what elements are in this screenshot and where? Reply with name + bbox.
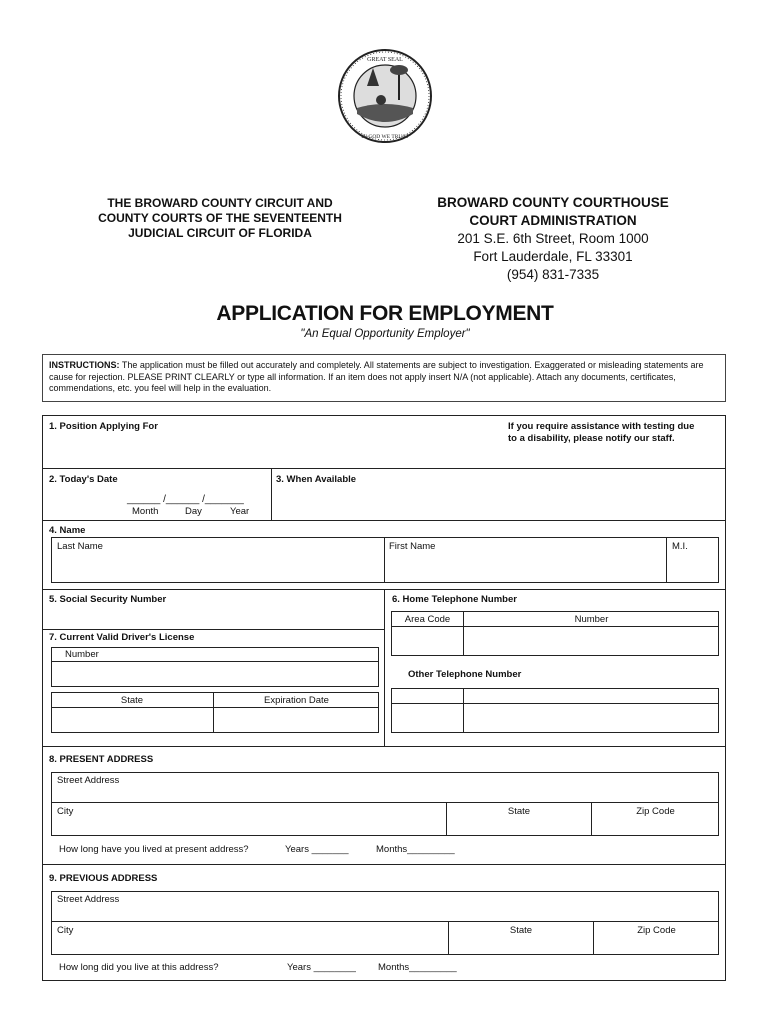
when-available-label: 3. When Available	[276, 474, 357, 485]
home-area-code-field[interactable]	[393, 628, 461, 654]
court-name-line1: THE BROWARD COUNTY CIRCUIT AND	[107, 196, 333, 210]
date-year-label: Year	[230, 506, 250, 517]
last-name-label: Last Name	[57, 541, 103, 552]
license-number-label: Number	[65, 649, 99, 660]
court-name	[60, 196, 380, 241]
license-state-field[interactable]	[53, 709, 211, 731]
previous-street-label: Street Address	[57, 894, 120, 905]
previous-years-field[interactable]: Years ________	[287, 962, 356, 973]
license-number-field[interactable]	[53, 663, 377, 685]
home-phone-label: 6. Home Telephone Number	[392, 594, 517, 605]
drivers-license-label: 7. Current Valid Driver's License	[49, 632, 195, 643]
disability-note-line2: to a disability, please notify our staff.	[508, 433, 675, 444]
svg-text:GREAT SEAL: GREAT SEAL	[367, 57, 403, 63]
name-label: 4. Name	[49, 525, 86, 536]
previous-how-long-label: How long did you live at this address?	[59, 962, 219, 973]
present-zip-field[interactable]	[593, 818, 717, 834]
first-name-label: First Name	[389, 541, 436, 552]
court-name-line2: COUNTY COURTS OF THE SEVENTEENTH	[98, 211, 342, 225]
courthouse-name: BROWARD COUNTY COURTHOUSE	[437, 195, 669, 210]
ssn-label: 5. Social Security Number	[49, 594, 167, 605]
first-name-field[interactable]	[387, 554, 663, 581]
previous-city-label: City	[57, 925, 74, 936]
previous-street-field[interactable]	[53, 905, 717, 919]
page-title: APPLICATION FOR EMPLOYMENT	[216, 302, 554, 325]
date-month-label: Month	[132, 506, 159, 517]
court-administration: COURT ADMINISTRATION	[469, 213, 637, 228]
previous-address-label: 9. PREVIOUS ADDRESS	[49, 873, 158, 884]
previous-city-field[interactable]	[53, 937, 445, 953]
date-blanks[interactable]: ______ /______ /_______	[127, 494, 244, 505]
disability-note-line1: If you require assistance with testing due	[508, 421, 695, 432]
previous-state-label: State	[509, 925, 533, 936]
present-address-label: 8. PRESENT ADDRESS	[49, 754, 154, 765]
middle-initial-field[interactable]	[669, 554, 717, 581]
present-months-field[interactable]: Months_________	[376, 844, 455, 855]
instructions-box	[42, 354, 726, 402]
home-phone-field[interactable]	[466, 628, 717, 654]
position-input[interactable]	[49, 436, 489, 466]
present-street-label: Street Address	[57, 775, 120, 786]
city-state-zip: Fort Lauderdale, FL 33301	[473, 249, 633, 264]
application-form	[42, 415, 726, 981]
license-state-label: State	[120, 695, 144, 706]
present-state-field[interactable]	[448, 818, 588, 834]
courthouse-address	[400, 194, 706, 284]
previous-zip-label: Zip Code	[637, 925, 676, 936]
todays-date-label: 2. Today's Date	[49, 474, 118, 485]
license-expiration-field[interactable]	[216, 709, 377, 731]
phone-number: (954) 831-7335	[506, 267, 600, 282]
previous-months-field[interactable]: Months_________	[378, 962, 457, 973]
present-city-field[interactable]	[53, 818, 443, 834]
present-state-label: State	[507, 806, 531, 817]
svg-text:IN GOD WE TRUST: IN GOD WE TRUST	[361, 134, 409, 140]
page-subtitle: "An Equal Opportunity Employer"	[300, 328, 470, 340]
middle-initial-label: M.I.	[672, 541, 688, 552]
present-years-field[interactable]: Years _______	[285, 844, 349, 855]
area-code-label: Area Code	[404, 614, 451, 625]
other-phone-field[interactable]	[466, 705, 717, 731]
florida-state-seal-icon	[337, 48, 433, 144]
instructions-text: The application must be filled out accurately and completely. All statements are subject to investigation. Exaggerated or misleading statements are cause for rejection. PLEASE PRINT CLEARLY or type all information. If an item does not apply insert N/A (not applicable). Attach any documents, certificates, commendations, etc. you feel will help in the evaluation.	[49, 360, 704, 393]
present-street-field[interactable]	[53, 786, 717, 800]
present-city-label: City	[57, 806, 74, 817]
street-address: 201 S.E. 6th Street, Room 1000	[457, 231, 649, 246]
license-expiration-label: Expiration Date	[264, 695, 329, 706]
phone-number-label: Number	[574, 614, 609, 625]
other-area-code-field[interactable]	[393, 705, 461, 731]
previous-zip-field[interactable]	[595, 937, 717, 953]
other-phone-label: Other Telephone Number	[408, 669, 522, 680]
present-how-long-label: How long have you lived at present address?	[59, 844, 249, 855]
present-zip-label: Zip Code	[636, 806, 675, 817]
date-day-label: Day	[185, 506, 202, 517]
instructions-label: INSTRUCTIONS:	[49, 360, 120, 370]
when-available-input[interactable]	[275, 486, 715, 516]
last-name-field[interactable]	[53, 554, 381, 581]
previous-state-field[interactable]	[450, 937, 590, 953]
court-name-line3: JUDICIAL CIRCUIT OF FLORIDA	[128, 226, 312, 240]
ssn-field[interactable]	[51, 608, 377, 628]
position-label: 1. Position Applying For	[49, 421, 158, 432]
